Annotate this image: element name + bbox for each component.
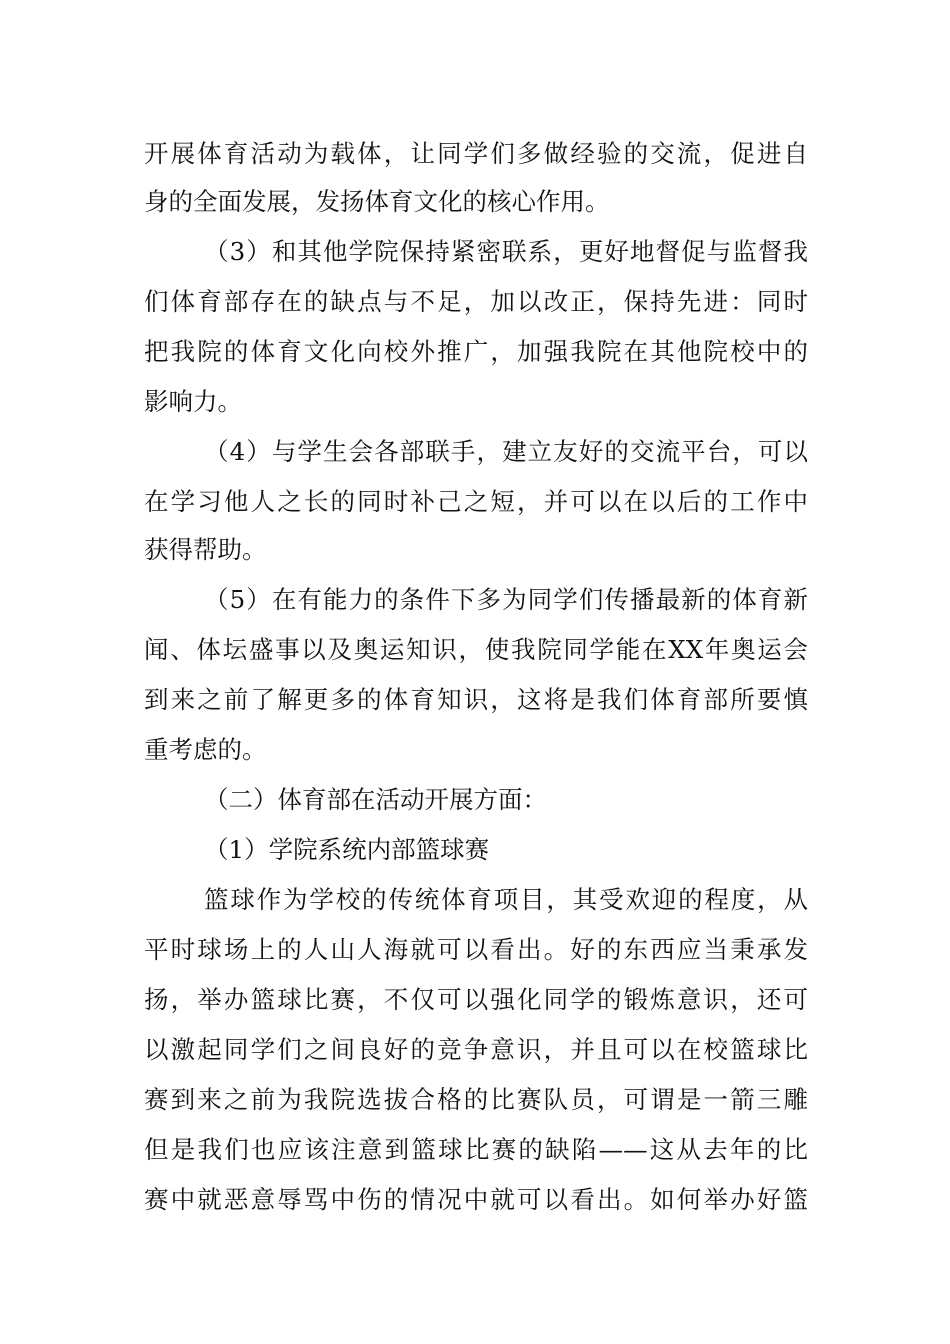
body-text-line: 闻、体坛盛事以及奥运知识，使我院同学能在XX年奥运会: [144, 635, 808, 664]
body-text-line: 平时球场上的人山人海就可以看出。好的东西应当秉承发: [144, 935, 808, 964]
body-text-line: 开展体育活动为载体，让同学们多做经验的交流，促进自: [144, 139, 808, 168]
body-text-line: 获得帮助。: [144, 535, 267, 564]
body-text-line: 到来之前了解更多的体育知识，这将是我们体育部所要慎: [144, 685, 808, 714]
section-heading: （二）体育部在活动开展方面：: [204, 785, 547, 814]
body-text-line: 重考虑的。: [144, 735, 267, 764]
paragraph-5-start: （5）在有能力的条件下多为同学们传播最新的体育新: [204, 585, 808, 614]
basketball-paragraph-start: 篮球作为学校的传统体育项目，其受欢迎的程度，从: [204, 885, 808, 914]
body-text-line: 们体育部存在的缺点与不足，加以改正，保持先进：同时: [144, 287, 808, 316]
body-text-line: 扬，举办篮球比赛，不仅可以强化同学的锻炼意识，还可: [144, 985, 808, 1014]
body-text-line: 身的全面发展，发扬体育文化的核心作用。: [144, 187, 610, 216]
body-text-line: 以激起同学们之间良好的竞争意识，并且可以在校篮球比: [144, 1035, 808, 1064]
paragraph-3-start: （3）和其他学院保持紧密联系，更好地督促与监督我: [204, 237, 808, 266]
body-text-line: 在学习他人之长的同时补己之短，并可以在以后的工作中: [144, 487, 808, 516]
body-text-line: 影响力。: [144, 387, 242, 416]
body-text-line: 把我院的体育文化向校外推广，加强我院在其他院校中的: [144, 337, 808, 366]
subsection-heading: （1）学院系统内部篮球赛: [204, 835, 490, 864]
paragraph-4-start: （4）与学生会各部联手，建立友好的交流平台，可以: [204, 437, 808, 466]
body-text-line: 但是我们也应该注意到篮球比赛的缺陷——这从去年的比: [144, 1135, 808, 1164]
body-text-line: 赛到来之前为我院选拔合格的比赛队员，可谓是一箭三雕: [144, 1085, 808, 1114]
body-text-line: 赛中就恶意辱骂中伤的情况中就可以看出。如何举办好篮: [144, 1185, 808, 1214]
